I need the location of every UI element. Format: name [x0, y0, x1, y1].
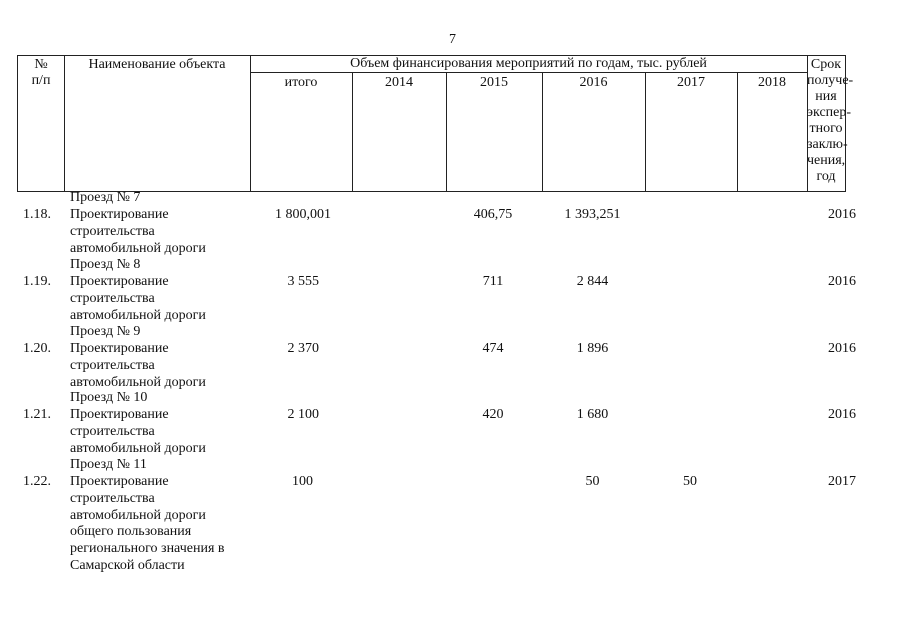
row-name-line: Проектирование [70, 274, 169, 289]
row-caption: Проезд № 7 [70, 190, 141, 205]
row-total: 1 800,001 [275, 207, 331, 222]
row-number: 1.20. [23, 341, 51, 356]
row-number: 1.21. [23, 407, 51, 422]
row-name-line: автомобильной дороги [70, 307, 206, 323]
row-number: 1.22. [23, 474, 51, 489]
row-2016: 1 680 [576, 407, 609, 422]
row-2017: 50 [683, 474, 697, 489]
header-num-cell [18, 57, 64, 89]
row-name-line: строительства [70, 223, 155, 239]
header-year-2018: 2018 [758, 75, 786, 90]
header-name: Наименование объекта [88, 57, 226, 72]
row-2015: 406,75 [473, 207, 513, 222]
row-total: 100 [292, 474, 313, 489]
row-2016: 2 844 [576, 274, 609, 289]
row-name-line: строительства [70, 290, 155, 306]
row-total: 2 100 [287, 407, 319, 422]
row-name-line: строительства [70, 357, 155, 373]
header-deadline-line: получе- [807, 73, 854, 88]
row-caption: Проезд № 9 [70, 324, 141, 339]
header-year-2016: 2016 [579, 75, 608, 90]
row-name-line: автомобильной дороги [70, 507, 206, 523]
header-year-2014: 2014 [385, 75, 413, 90]
row-name-line: автомобильной дороги [70, 440, 206, 456]
row-deadline: 2016 [828, 207, 856, 222]
row-name-line: общего пользования [70, 524, 192, 540]
row-total: 3 555 [287, 274, 319, 289]
header-deadline [807, 57, 854, 185]
header-deadline-line: ния [815, 89, 837, 104]
row-2015: 474 [482, 341, 504, 356]
row-deadline: 2017 [828, 474, 856, 489]
row-name-line: Проектирование [70, 207, 169, 222]
row-2016: 50 [585, 474, 600, 489]
header-num-line: № [34, 57, 48, 72]
header-deadline-line: год [816, 169, 836, 184]
row-name-line: строительства [70, 490, 155, 506]
row-2016: 1 896 [576, 341, 609, 356]
header-financing-group: Объем финансирования мероприятий по годам, тыс. рублей [350, 56, 707, 71]
divider [250, 72, 807, 73]
page-number: 7 [449, 32, 456, 47]
row-name [70, 207, 206, 257]
header-year-2015: 2015 [480, 75, 508, 90]
row-name [70, 274, 206, 324]
row-name-line: Самарской области [70, 557, 185, 573]
header-deadline-line: тного [809, 121, 843, 136]
header-deadline-line: заклю- [807, 137, 848, 152]
row-caption: Проезд № 11 [70, 457, 147, 472]
divider [64, 56, 65, 191]
row-2015: 711 [482, 274, 504, 289]
row-name-line: строительства [70, 423, 155, 439]
header-total: итого [284, 75, 318, 90]
row-name-line: регионального значения в [70, 541, 225, 557]
row-caption: Проезд № 8 [70, 257, 141, 272]
row-caption: Проезд № 10 [70, 390, 148, 405]
row-name [70, 341, 206, 391]
row-deadline: 2016 [828, 407, 856, 422]
row-name [70, 474, 225, 575]
row-name-line: автомобильной дороги [70, 240, 206, 256]
header-deadline-line: Срок [810, 57, 842, 72]
header-deadline-line: чения, [807, 153, 846, 168]
header-year-2017: 2017 [677, 75, 705, 90]
header-num-line: п/п [31, 73, 51, 88]
row-name-line: Проектирование [70, 341, 169, 356]
row-2016: 1 393,251 [564, 207, 621, 222]
row-name [70, 407, 206, 457]
row-deadline: 2016 [828, 341, 856, 356]
row-total: 2 370 [287, 341, 319, 356]
row-number: 1.19. [23, 274, 51, 289]
row-number: 1.18. [23, 207, 51, 222]
row-name-line: Проектирование [70, 474, 169, 489]
row-deadline: 2016 [828, 274, 856, 289]
header-deadline-line: экспер- [807, 105, 852, 120]
table-header [17, 55, 854, 192]
row-2015: 420 [482, 407, 504, 422]
row-name-line: автомобильной дороги [70, 374, 206, 390]
row-name-line: Проектирование [70, 407, 169, 422]
